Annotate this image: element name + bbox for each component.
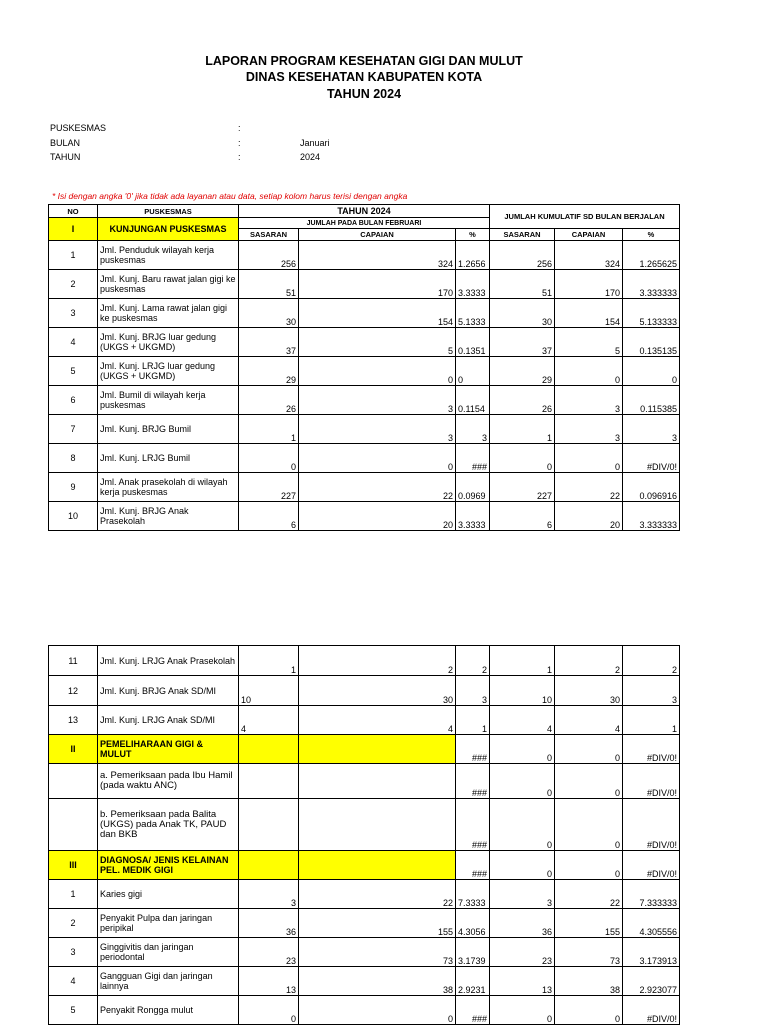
cell-capaian[interactable]: 38 bbox=[299, 967, 456, 996]
cell-sasaran[interactable]: 30 bbox=[239, 299, 299, 328]
cell-capaian[interactable]: 22 bbox=[299, 880, 456, 909]
table-row bbox=[49, 444, 680, 473]
cell-sasaran[interactable]: 1 bbox=[239, 415, 299, 444]
cell-kum-sasaran: 0 bbox=[490, 764, 555, 799]
cell-kum-sasaran: 256 bbox=[490, 241, 555, 270]
cell-kum-capaian: 0 bbox=[555, 764, 623, 799]
cell-pct: 1 bbox=[456, 706, 490, 735]
table-row bbox=[49, 299, 680, 328]
info-bulan-label: BULAN bbox=[50, 138, 81, 148]
row-label: Jml. Kunj. LRJG Anak Prasekolah bbox=[98, 646, 239, 676]
cell-kum-capaian: 30 bbox=[555, 676, 623, 706]
row-no bbox=[49, 764, 98, 799]
section-2-no: II bbox=[49, 735, 98, 764]
row-no: 4 bbox=[49, 967, 98, 996]
row-label: Jml. Kunj. Lama rawat jalan gigi ke puskesmas bbox=[98, 299, 239, 328]
fill-instruction-note: * Isi dengan angka '0' jika tidak ada layanan atau data, setiap kolom harus terisi dengan angka bbox=[52, 191, 408, 201]
cell-sasaran[interactable]: 6 bbox=[239, 502, 299, 531]
section-3-row bbox=[49, 851, 680, 880]
cell-kum-pct: #DIV/0! bbox=[623, 851, 680, 880]
report-table-bottom bbox=[48, 645, 680, 1025]
table-row bbox=[49, 996, 680, 1025]
cell-sasaran[interactable] bbox=[239, 799, 299, 851]
cell-pct: ### bbox=[456, 799, 490, 851]
cell-sasaran[interactable]: 227 bbox=[239, 473, 299, 502]
header-capaian: CAPAIAN bbox=[299, 229, 456, 241]
cell-kum-pct: 3 bbox=[623, 415, 680, 444]
cell-kum-sasaran: 26 bbox=[490, 386, 555, 415]
cell-kum-capaian: 22 bbox=[555, 473, 623, 502]
cell-kum-pct: 0 bbox=[623, 357, 680, 386]
cell-kum-capaian: 0 bbox=[555, 996, 623, 1025]
cell-kum-pct: #DIV/0! bbox=[623, 764, 680, 799]
header-kum-capaian: CAPAIAN bbox=[555, 229, 623, 241]
row-label: Jml. Kunj. BRJG Bumil bbox=[98, 415, 239, 444]
cell-kum-sasaran: 37 bbox=[490, 328, 555, 357]
cell-kum-pct: #DIV/0! bbox=[623, 735, 680, 764]
cell-capaian[interactable]: 0 bbox=[299, 357, 456, 386]
header-tahun: TAHUN 2024 bbox=[239, 205, 490, 218]
report-year: TAHUN 2024 bbox=[326, 87, 402, 101]
cell-kum-capaian: 0 bbox=[555, 799, 623, 851]
table-row bbox=[49, 706, 680, 735]
section-3-label: DIAGNOSA/ JENIS KELAINAN PEL. MEDIK GIGI bbox=[98, 851, 239, 880]
cell-kum-pct: 1.265625 bbox=[623, 241, 680, 270]
row-label: a. Pemeriksaan pada Ibu Hamil (pada waktu ANC) bbox=[98, 764, 239, 799]
cell-sasaran[interactable]: 256 bbox=[239, 241, 299, 270]
cell-kum-capaian: 20 bbox=[555, 502, 623, 531]
cell-pct: ### bbox=[456, 851, 490, 880]
row-no: 10 bbox=[49, 502, 98, 531]
cell-kum-sasaran: 0 bbox=[490, 851, 555, 880]
header-no: NO bbox=[49, 205, 98, 218]
cell-pct: 5.1333 bbox=[456, 299, 490, 328]
cell-capaian[interactable]: 20 bbox=[299, 502, 456, 531]
cell-pct: 3 bbox=[456, 415, 490, 444]
cell-pct: 4.3056 bbox=[456, 909, 490, 938]
cell-sasaran[interactable]: 4 bbox=[239, 706, 299, 735]
row-label: Jml. Kunj. LRJG luar gedung (UKGS + UKGMD) bbox=[98, 357, 239, 386]
cell-capaian[interactable]: 4 bbox=[299, 706, 456, 735]
row-label: Ginggivitis dan jaringan periodontal bbox=[98, 938, 239, 967]
info-tahun-sep: : bbox=[238, 152, 241, 162]
cell-sasaran[interactable]: 10 bbox=[239, 676, 299, 706]
cell-capaian[interactable]: 170 bbox=[299, 270, 456, 299]
report-table-top bbox=[48, 204, 680, 531]
cell-pct: 3 bbox=[456, 676, 490, 706]
header-pct: % bbox=[456, 229, 490, 241]
row-no: 5 bbox=[49, 357, 98, 386]
cell-kum-capaian: 3 bbox=[555, 386, 623, 415]
cell-kum-sasaran: 36 bbox=[490, 909, 555, 938]
cell-kum-sasaran: 3 bbox=[490, 880, 555, 909]
info-puskesmas-label: PUSKESMAS bbox=[50, 123, 107, 133]
cell-pct: ### bbox=[456, 735, 490, 764]
table-row bbox=[49, 909, 680, 938]
row-no: 13 bbox=[49, 706, 98, 735]
row-label: Jml. Kunj. Baru rawat jalan gigi ke puskesmas bbox=[98, 270, 239, 299]
table-row bbox=[49, 386, 680, 415]
cell-kum-pct: 0.096916 bbox=[623, 473, 680, 502]
cell-kum-capaian: 73 bbox=[555, 938, 623, 967]
table-row bbox=[49, 646, 680, 676]
table-row bbox=[49, 357, 680, 386]
cell-pct: ### bbox=[456, 996, 490, 1025]
info-tahun-label: TAHUN bbox=[50, 152, 81, 162]
cell-capaian[interactable]: 0 bbox=[299, 996, 456, 1025]
header-kum-pct: % bbox=[623, 229, 680, 241]
cell-capaian[interactable]: 30 bbox=[299, 676, 456, 706]
cell-capaian[interactable]: 3 bbox=[299, 415, 456, 444]
cell-pct: 3.1739 bbox=[456, 938, 490, 967]
cell-pct: 1.2656 bbox=[456, 241, 490, 270]
header-puskesmas: PUSKESMAS bbox=[98, 205, 239, 218]
cell-kum-capaian: 5 bbox=[555, 328, 623, 357]
cell-sasaran[interactable]: 1 bbox=[239, 646, 299, 676]
cell-kum-sasaran: 227 bbox=[490, 473, 555, 502]
table-row bbox=[49, 502, 680, 531]
cell-pct: 0.1154 bbox=[456, 386, 490, 415]
cell-kum-pct: #DIV/0! bbox=[623, 799, 680, 851]
cell-capaian[interactable]: 2 bbox=[299, 646, 456, 676]
cell-kum-sasaran: 29 bbox=[490, 357, 555, 386]
row-label: Jml. Bumil di wilayah kerja puskesmas bbox=[98, 386, 239, 415]
section-2-capaian[interactable] bbox=[299, 735, 456, 764]
cell-kum-sasaran: 23 bbox=[490, 938, 555, 967]
row-label: Jml. Anak prasekolah di wilayah kerja puskesmas bbox=[98, 473, 239, 502]
cell-kum-pct: 1 bbox=[623, 706, 680, 735]
cell-kum-capaian: 2 bbox=[555, 646, 623, 676]
cell-kum-capaian: 38 bbox=[555, 967, 623, 996]
row-label: Jml. Penduduk wilayah kerja puskesmas bbox=[98, 241, 239, 270]
cell-capaian[interactable]: 3 bbox=[299, 386, 456, 415]
cell-kum-pct: 2 bbox=[623, 646, 680, 676]
row-label: Gangguan Gigi dan jaringan lainnya bbox=[98, 967, 239, 996]
cell-kum-capaian: 0 bbox=[555, 444, 623, 473]
row-label: Penyakit Pulpa dan jaringan peripikal bbox=[98, 909, 239, 938]
section-1-no: I bbox=[49, 218, 98, 241]
header-sasaran: SASARAN bbox=[239, 229, 299, 241]
cell-kum-capaian: 22 bbox=[555, 880, 623, 909]
cell-kum-pct: 4.305556 bbox=[623, 909, 680, 938]
cell-capaian[interactable] bbox=[299, 799, 456, 851]
cell-pct: ### bbox=[456, 444, 490, 473]
row-no: 5 bbox=[49, 996, 98, 1025]
cell-pct: 3.3333 bbox=[456, 270, 490, 299]
row-no: 2 bbox=[49, 909, 98, 938]
cell-kum-pct: 7.333333 bbox=[623, 880, 680, 909]
section-2-row bbox=[49, 735, 680, 764]
cell-pct: 3.3333 bbox=[456, 502, 490, 531]
cell-kum-capaian: 0 bbox=[555, 735, 623, 764]
row-no: 6 bbox=[49, 386, 98, 415]
cell-capaian[interactable]: 22 bbox=[299, 473, 456, 502]
cell-pct: 7.3333 bbox=[456, 880, 490, 909]
cell-pct: 0.0969 bbox=[456, 473, 490, 502]
row-no: 7 bbox=[49, 415, 98, 444]
section-3-sasaran[interactable] bbox=[239, 851, 299, 880]
row-label: Penyakit Rongga mulut bbox=[98, 996, 239, 1025]
cell-kum-pct: 0.135135 bbox=[623, 328, 680, 357]
cell-kum-pct: #DIV/0! bbox=[623, 444, 680, 473]
row-no: 9 bbox=[49, 473, 98, 502]
cell-kum-sasaran: 0 bbox=[490, 996, 555, 1025]
cell-kum-sasaran: 4 bbox=[490, 706, 555, 735]
cell-sasaran[interactable]: 13 bbox=[239, 967, 299, 996]
table-row bbox=[49, 799, 680, 851]
cell-pct: 0 bbox=[456, 357, 490, 386]
row-label: Jml. Kunj. LRJG Anak SD/MI bbox=[98, 706, 239, 735]
row-label: Jml. Kunj. BRJG Anak Prasekolah bbox=[98, 502, 239, 531]
header-kum-sasaran: SASARAN bbox=[490, 229, 555, 241]
cell-sasaran[interactable]: 37 bbox=[239, 328, 299, 357]
cell-kum-capaian: 154 bbox=[555, 299, 623, 328]
row-no: 1 bbox=[49, 880, 98, 909]
table-row bbox=[49, 764, 680, 799]
cell-kum-pct: 3.173913 bbox=[623, 938, 680, 967]
cell-sasaran[interactable]: 29 bbox=[239, 357, 299, 386]
cell-sasaran[interactable] bbox=[239, 764, 299, 799]
cell-capaian[interactable]: 324 bbox=[299, 241, 456, 270]
cell-kum-pct: 3.333333 bbox=[623, 502, 680, 531]
cell-kum-sasaran: 10 bbox=[490, 676, 555, 706]
cell-capaian[interactable] bbox=[299, 764, 456, 799]
table-row bbox=[49, 415, 680, 444]
cell-kum-sasaran: 51 bbox=[490, 270, 555, 299]
section-2-sasaran[interactable] bbox=[239, 735, 299, 764]
cell-kum-capaian: 3 bbox=[555, 415, 623, 444]
cell-sasaran[interactable]: 0 bbox=[239, 996, 299, 1025]
row-label: b. Pemeriksaan pada Balita (UKGS) pada Anak TK, PAUD dan BKB bbox=[98, 799, 239, 851]
cell-pct: 2.9231 bbox=[456, 967, 490, 996]
row-label: Jml. Kunj. BRJG luar gedung (UKGS + UKGMD) bbox=[98, 328, 239, 357]
cell-pct: ### bbox=[456, 764, 490, 799]
table-row bbox=[49, 880, 680, 909]
row-no: 4 bbox=[49, 328, 98, 357]
row-no: 2 bbox=[49, 270, 98, 299]
table-row bbox=[49, 270, 680, 299]
row-no: 8 bbox=[49, 444, 98, 473]
row-label: Jml. Kunj. BRJG Anak SD/MI bbox=[98, 676, 239, 706]
section-1-label: KUNJUNGAN PUSKESMAS bbox=[98, 218, 239, 241]
cell-kum-sasaran: 6 bbox=[490, 502, 555, 531]
cell-kum-pct: 0.115385 bbox=[623, 386, 680, 415]
row-label: Karies gigi bbox=[98, 880, 239, 909]
table-row bbox=[49, 241, 680, 270]
cell-kum-pct: 2.923077 bbox=[623, 967, 680, 996]
info-bulan-sep: : bbox=[238, 138, 241, 148]
cell-sasaran[interactable]: 23 bbox=[239, 938, 299, 967]
cell-kum-sasaran: 1 bbox=[490, 415, 555, 444]
cell-sasaran[interactable]: 51 bbox=[239, 270, 299, 299]
table-row bbox=[49, 967, 680, 996]
report-subtitle: DINAS KESEHATAN KABUPATEN KOTA bbox=[245, 70, 483, 84]
cell-kum-capaian: 155 bbox=[555, 909, 623, 938]
cell-kum-sasaran: 13 bbox=[490, 967, 555, 996]
row-no bbox=[49, 799, 98, 851]
row-no: 3 bbox=[49, 938, 98, 967]
cell-capaian[interactable]: 155 bbox=[299, 909, 456, 938]
cell-kum-capaian: 324 bbox=[555, 241, 623, 270]
table-row bbox=[49, 328, 680, 357]
cell-kum-sasaran: 0 bbox=[490, 735, 555, 764]
cell-capaian[interactable]: 5 bbox=[299, 328, 456, 357]
header-kumulatif: JUMLAH KUMULATIF SD BULAN BERJALAN bbox=[490, 205, 680, 229]
cell-kum-sasaran: 1 bbox=[490, 646, 555, 676]
info-puskesmas-sep: : bbox=[238, 123, 241, 133]
cell-capaian[interactable]: 73 bbox=[299, 938, 456, 967]
row-no: 1 bbox=[49, 241, 98, 270]
cell-kum-pct: 5.133333 bbox=[623, 299, 680, 328]
row-no: 12 bbox=[49, 676, 98, 706]
cell-kum-capaian: 0 bbox=[555, 851, 623, 880]
cell-kum-capaian: 170 bbox=[555, 270, 623, 299]
cell-sasaran[interactable]: 0 bbox=[239, 444, 299, 473]
cell-sasaran[interactable]: 26 bbox=[239, 386, 299, 415]
row-label: Jml. Kunj. LRJG Bumil bbox=[98, 444, 239, 473]
info-tahun-value: 2024 bbox=[300, 152, 321, 162]
table-row bbox=[49, 473, 680, 502]
cell-kum-sasaran: 30 bbox=[490, 299, 555, 328]
cell-kum-sasaran: 0 bbox=[490, 444, 555, 473]
cell-kum-sasaran: 0 bbox=[490, 799, 555, 851]
cell-pct: 0.1351 bbox=[456, 328, 490, 357]
cell-sasaran[interactable]: 36 bbox=[239, 909, 299, 938]
cell-capaian[interactable]: 0 bbox=[299, 444, 456, 473]
row-no: 11 bbox=[49, 646, 98, 676]
cell-kum-pct: 3 bbox=[623, 676, 680, 706]
cell-capaian[interactable]: 154 bbox=[299, 299, 456, 328]
table-row bbox=[49, 676, 680, 706]
info-bulan-value: Januari bbox=[300, 138, 330, 148]
section-3-no: III bbox=[49, 851, 98, 880]
cell-pct: 2 bbox=[456, 646, 490, 676]
cell-kum-pct: #DIV/0! bbox=[623, 996, 680, 1025]
cell-kum-capaian: 0 bbox=[555, 357, 623, 386]
section-2-label: PEMELIHARAAN GIGI & MULUT bbox=[98, 735, 239, 764]
report-title: LAPORAN PROGRAM KESEHATAN GIGI DAN MULUT bbox=[205, 54, 523, 68]
header-jumlah-pada: JUMLAH PADA BULAN FEBRUARI bbox=[239, 218, 490, 229]
cell-kum-pct: 3.333333 bbox=[623, 270, 680, 299]
cell-sasaran[interactable]: 3 bbox=[239, 880, 299, 909]
section-3-capaian[interactable] bbox=[299, 851, 456, 880]
table-row bbox=[49, 938, 680, 967]
row-no: 3 bbox=[49, 299, 98, 328]
cell-kum-capaian: 4 bbox=[555, 706, 623, 735]
